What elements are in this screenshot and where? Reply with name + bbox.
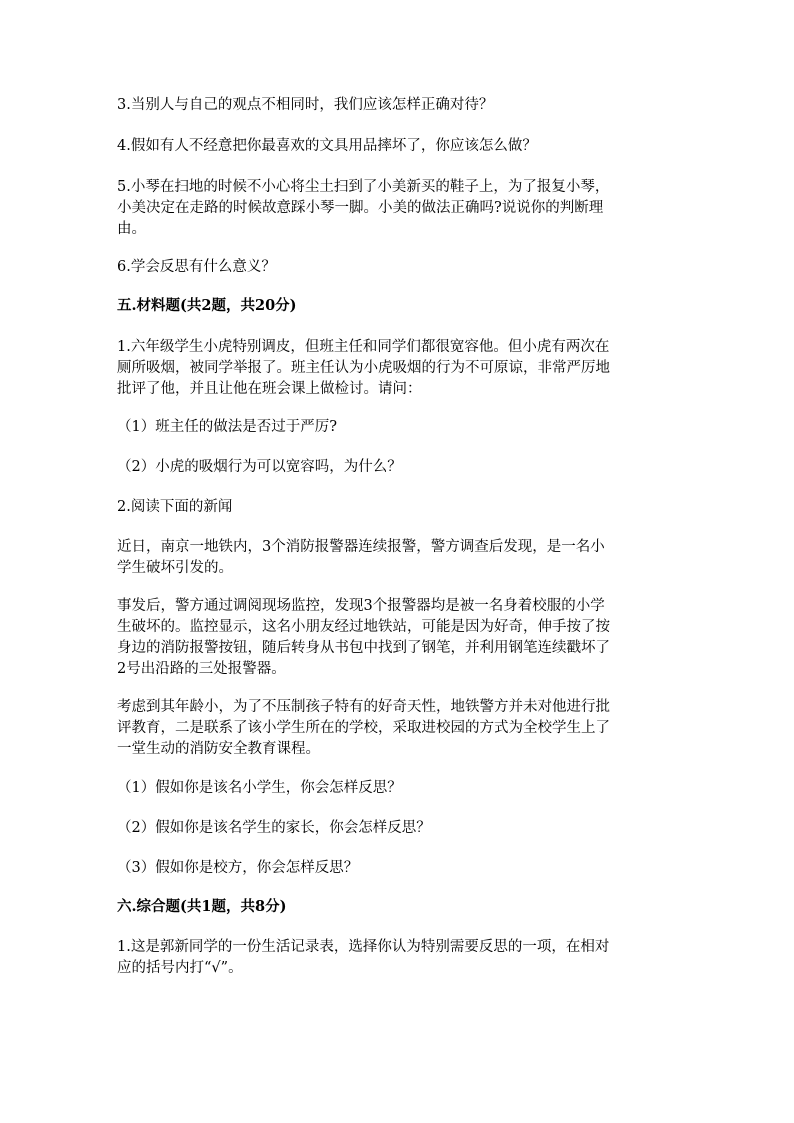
section-6-heading: 六.综合题(共1题，共8分) [117,898,287,915]
news-paragraph-3-line-1: 考虑到其年龄小，为了不压制孩子特有的好奇天性，地铁警方并未对他进行批 [117,699,610,715]
material-1-line-2: 厕所吸烟，被同学举报了。班主任认为小虎吸烟的行为不可原谅，非常严厉地 [117,360,610,376]
news-paragraph-2-line-2: 生破坏的。监控显示，这名小朋友经过地铁站，可能是因为好奇，伸手按了按 [117,619,610,635]
news-paragraph-2-line-3: 身边的消防报警按钮，随后转身从书包中找到了钢笔，并利用钢笔连续戳坏了 [117,640,610,656]
comprehensive-1-line-1: 1.这是郭新同学的一份生活记录表，选择你认为特别需要反思的一项，在相对 [117,939,610,955]
material-1-sub-1: （1）班主任的做法是否过于严厉? [117,419,337,435]
material-2-sub-1: （1）假如你是该名小学生，你会怎样反思？ [117,780,402,796]
question-4: 4.假如有人不经意把你最喜欢的文具用品摔坏了，你应该怎么做？ [117,138,537,154]
question-5-line-3: 由。 [117,221,146,237]
question-6: 6.学会反思有什么意义？ [117,259,276,275]
news-paragraph-1-line-2: 学生破坏引发的。 [117,560,233,576]
material-2-sub-3: （3）假如你是校方，你会怎样反思？ [117,860,359,876]
question-5-line-2: 小美决定在走路的时候故意踩小琴一脚。小美的做法正确吗?说说你的判断理 [117,200,604,216]
news-paragraph-3-line-3: 一堂生动的消防安全教育课程。 [117,741,320,757]
news-paragraph-2-line-1: 事发后，警方通过调阅现场监控，发现3个报警器均是被一名身着校服的小学 [117,598,605,614]
material-1-line-1: 1.六年级学生小虎特别调皮，但班主任和同学们都很宽容他。但小虎有两次在 [117,339,610,355]
news-paragraph-3-line-2: 评教育，二是联系了该小学生所在的学校，采取进校园的方式为全校学生上了 [117,720,610,736]
comprehensive-1-line-2: 应的括号内打“√”。 [117,960,243,976]
news-paragraph-1-line-1: 近日，南京一地铁内，3个消防报警器连续报警，警方调查后发现，是一名小 [117,539,605,555]
news-paragraph-2-line-4: 2号出沿路的三处报警器。 [117,661,286,677]
material-1-line-3: 批评了他，并且让他在班会课上做检讨。请问： [117,381,422,397]
section-5-heading: 五.材料题(共2题，共20分) [117,297,297,314]
material-1-sub-2: （2）小虎的吸烟行为可以宽容吗，为什么？ [117,459,402,475]
question-3: 3.当别人与自己的观点不相同时，我们应该怎样正确对待？ [117,97,494,113]
material-2-sub-2: （2）假如你是该名学生的家长，你会怎样反思？ [117,820,431,836]
question-5-line-1: 5.小琴在扫地的时候不小心将尘土扫到了小美新买的鞋子上，为了报复小琴， [117,179,610,195]
material-2-title: 2.阅读下面的新闻 [117,499,233,515]
